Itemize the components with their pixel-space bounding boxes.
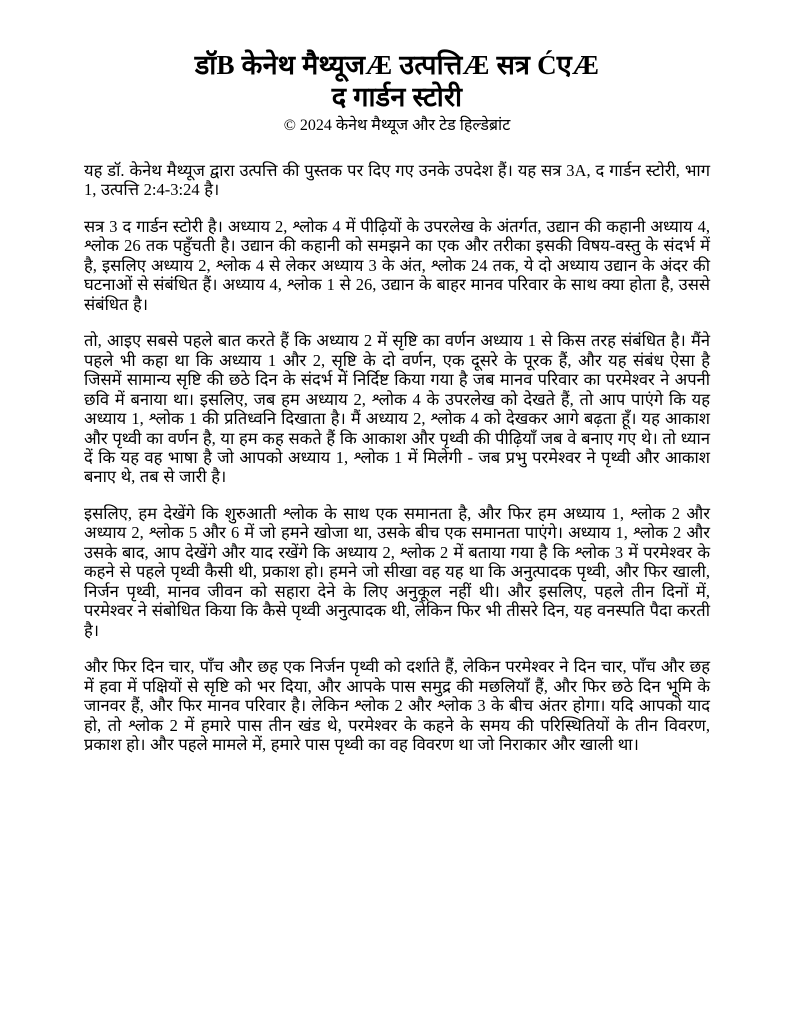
- document-body: [84, 161, 710, 755]
- title-line-2: द गार्डन स्टोरी: [331, 81, 463, 112]
- paragraph-4: इसलिए, हम देखेंगे कि शुरुआती श्लोक के साथ एक समानता है, और फिर हम अध्याय 1, श्लोक 2 और अध्याय 2, श्लोक 5 और 6 में जो हमने खोजा था, उसके बीच एक समानता पाएंगे। अध्याय 1, श्लोक 2 और उसके बाद, आप देखेंगे और याद रखेंगे कि अध्याय 2, श्लोक 2 में बताया गया है कि श्लोक 3 में परमेश्वर के कहने से पहले पृथ्वी कैसी थी, प्रकाश हो। हमने जो सीखा वह यह था कि अनुत्पादक पृथ्वी, और फिर खाली, निर्जन पृथ्वी, मानव जीवन को सहारा देने के लिए अनुकूल नहीं थी। और इसलिए, पहले तीन दिनों में, परमेश्वर ने संबोधित किया कि कैसे पृथ्वी अनुत्पादक थी, लेकिन फिर भी तीसरे दिन, यह वनस्पति पैदा करती है।: [84, 503, 710, 640]
- paragraph-3: तो, आइए सबसे पहले बात करते हैं कि अध्याय 2 में सृष्टि का वर्णन अध्याय 1 से किस तरह संबंधित है। मैंने पहले भी कहा था कि अध्याय 1 और 2, सृष्टि के दो वर्णन, एक दूसरे के पूरक हैं, और यह संबंध ऐसा है जिसमें सामान्य सृष्टि की छठे दिन के संदर्भ में निर्दिष्ट किया गया है जब मानव परिवार का परमेश्वर ने अपनी छवि में बनाया था। इसलिए, जब हम अध्याय 2, श्लोक 4 के उपरलेख को देखते हैं, तो आप पाएंगे कि यह अध्याय 1, श्लोक 1 की प्रतिध्वनि दिखाता है। मैं अध्याय 2, श्लोक 4 को देखकर आगे बढ़ता हूँ। यह आकाश और पृथ्वी का वर्णन है, या हम कह सकते हैं कि आकाश और पृथ्वी की पीढ़ियाँ जब वे बनाए गए थे। तो ध्यान दें कि यह वह भाषा है जो आपको अध्याय 1, श्लोक 1 में मिलेगी - जब प्रभु परमेश्वर ने पृथ्वी और आकाश बनाए थे, तब से जारी है।: [84, 331, 710, 487]
- title-line-1: डॉB केनेथ मैथ्यूजÆ उत्पत्तिÆ सत्र ĆएÆ: [194, 50, 600, 80]
- paragraph-5: और फिर दिन चार, पाँच और छह एक निर्जन पृथ्वी को दर्शाते हैं, लेकिन परमेश्वर ने दिन चार, पाँच और छह में हवा में पक्षियों से सृष्टि को भर दिया, और आपके पास समुद्र की मछलियाँ हैं, और फिर छठे दिन भूमि के जानवर हैं, और फिर मानव परिवार है। लेकिन श्लोक 2 और श्लोक 3 के बीच अंतर होगा। यदि आपको याद हो, तो श्लोक 2 में हमारे पास तीन खंड थे, परमेश्वर के कहने के समय की परिस्थितियों के तीन विवरण, प्रकाश हो। और पहले मामले में, हमारे पास पृथ्वी का वह विवरण था जो निराकार और खाली था।: [84, 657, 710, 755]
- paragraph-2: सत्र 3 द गार्डन स्टोरी है। अध्याय 2, श्लोक 4 में पीढ़ियों के उपरलेख के अंतर्गत, उद्यान की कहानी अध्याय 4, श्लोक 26 तक पहुँचती है। उद्यान की कहानी को समझने का एक और तरीका इसकी विषय-वस्तु के संदर्भ में है, इसलिए अध्याय 2, श्लोक 4 से लेकर अध्याय 3 के अंत, श्लोक 24 तक, ये दो अध्याय उद्यान के अंदर की घटनाओं से संबंधित हैं। अध्याय 4, श्लोक 1 से 26, उद्यान के बाहर मानव परिवार के साथ क्या होता है, उससे संबंधित है।: [84, 216, 710, 314]
- copyright-line: © 2024 केनेथ मैथ्यूज और टेड हिल्डेब्रांट: [283, 116, 511, 134]
- document-title: [84, 50, 710, 114]
- paragraph-1: यह डॉ. केनेथ मैथ्यूज द्वारा उत्पत्ति की पुस्तक पर दिए गए उनके उपदेश हैं। यह सत्र 3A, द गार्डन स्टोरी, भाग 1, उत्पत्ति 2:4-3:24 है।: [84, 160, 710, 200]
